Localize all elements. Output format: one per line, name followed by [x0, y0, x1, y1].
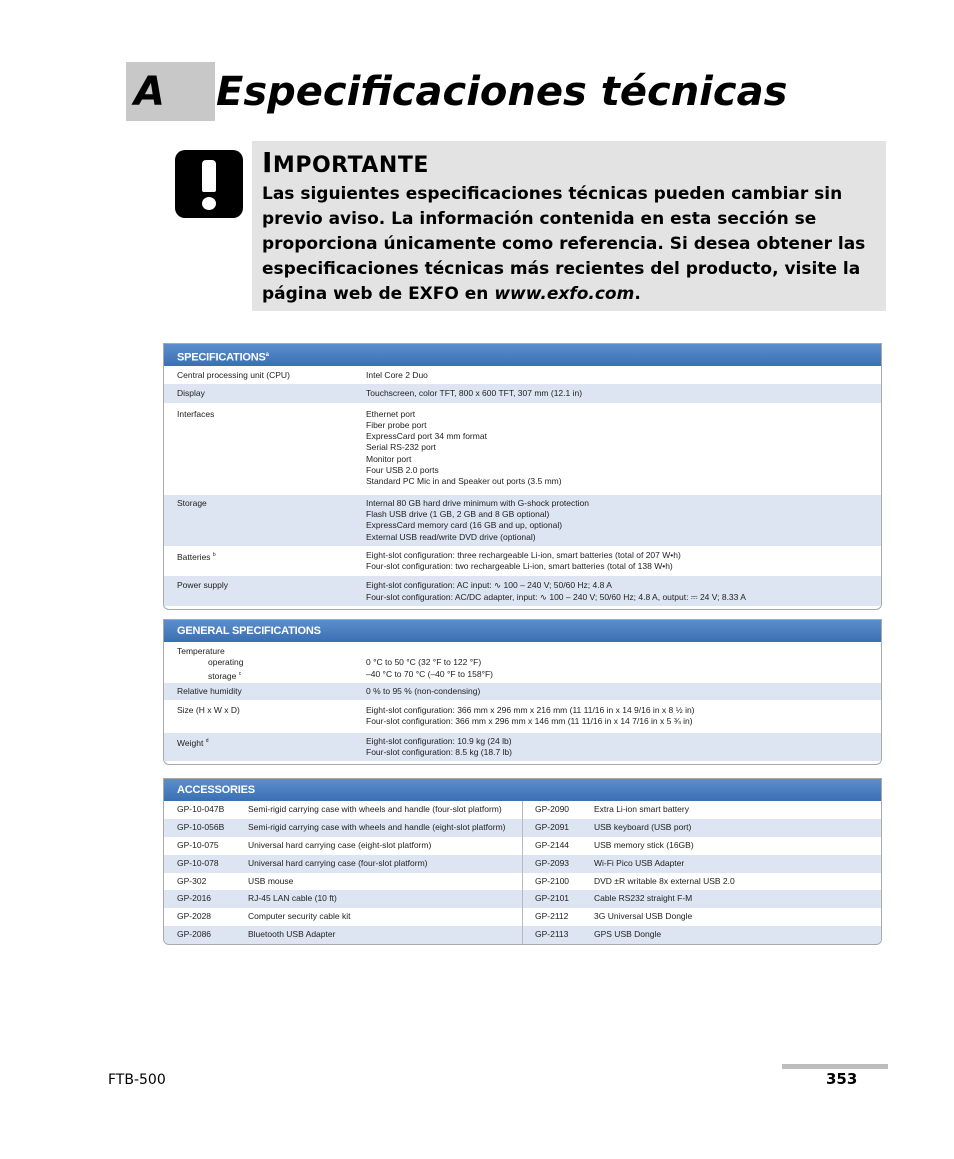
general-specifications-table: [163, 619, 882, 765]
row-label: [164, 388, 366, 399]
accessory-row: [164, 819, 522, 837]
accessory-description: USB keyboard (USB port): [594, 821, 692, 832]
accessory-description: Universal hard carrying case (four-slot platform): [248, 857, 428, 868]
important-notice: [252, 141, 886, 311]
storage-temperature-value: –40 °C to 70 °C (–40 °F to 158°F): [366, 668, 493, 679]
row-label-text: Storage: [177, 497, 207, 508]
row-values: [366, 550, 881, 573]
storage-label-text: storage: [208, 670, 237, 681]
row-value: Standard PC Mic in and Speaker out ports (3.5 mm): [366, 476, 562, 487]
operating-label: operating: [208, 657, 244, 668]
table-row: [164, 495, 881, 546]
accessory-row: [164, 801, 522, 819]
accessory-row: [164, 908, 522, 926]
accessory-row: [523, 855, 881, 873]
row-value: Eight-slot configuration: 10.9 kg (24 lb): [366, 735, 512, 746]
row-value: Flash USB drive (1 GB, 2 GB and 8 GB optional): [366, 508, 550, 519]
row-value: Four-slot configuration: 366 mm x 296 mm x 146 mm (11 11/16 in x 14 7/16 in x 5 ¾ in): [366, 716, 693, 727]
accessory-code: GP-10-047B: [177, 804, 225, 814]
accessory-code: GP-10-056B: [177, 821, 225, 832]
important-title-initial: I: [262, 146, 273, 179]
row-label: [164, 736, 366, 759]
row-values: [366, 705, 881, 728]
row-value: Monitor port: [366, 453, 412, 464]
accessory-code: GP-10-075: [177, 839, 219, 850]
row-label-text: Weight: [177, 737, 204, 748]
specifications-header-label: SPECIFICATIONS: [177, 351, 266, 364]
row-label: [164, 498, 366, 543]
footnote-marker: a: [265, 352, 269, 358]
row-value: Fiber probe port: [366, 419, 427, 430]
exclamation-dot: [202, 197, 216, 210]
important-title: [262, 146, 429, 179]
operating-temperature-value: 0 °C to 50 °C (32 °F to 122 °F): [366, 657, 482, 668]
row-value: ExpressCard memory card (16 GB and up, optional): [366, 520, 563, 531]
accessory-code: GP-2113: [535, 929, 569, 940]
accessory-description: Extra Li-ion smart battery: [594, 804, 689, 814]
row-value: Intel Core 2 Duo: [366, 370, 428, 380]
row-label-text: Relative humidity: [177, 685, 242, 696]
table-row: [164, 700, 881, 733]
accessories-table: [163, 778, 882, 945]
row-label: [164, 686, 366, 697]
accessories-right-column: [522, 801, 881, 944]
accessory-code: GP-2112: [535, 911, 569, 922]
row-values: [366, 409, 881, 488]
row-value: ExpressCard port 34 mm format: [366, 431, 487, 442]
accessory-row: [164, 890, 522, 908]
row-label-text: Display: [177, 388, 205, 399]
row-value: 0 % to 95 % (non-condensing): [366, 685, 481, 696]
row-values: [366, 686, 881, 697]
row-value: Four USB 2.0 ports: [366, 465, 439, 476]
accessory-row: [523, 819, 881, 837]
accessory-row: [523, 926, 881, 944]
accessory-code: GP-2090: [535, 804, 570, 814]
accessory-code: GP-10-078: [177, 857, 219, 868]
row-label-text: Batteries: [177, 551, 211, 562]
row-value: External USB read/write DVD drive (optional): [366, 531, 536, 542]
accessories-header: ACCESSORIES: [164, 779, 881, 801]
accessory-description: GPS USB Dongle: [594, 929, 662, 940]
accessory-row: [164, 855, 522, 873]
accessory-row: [523, 801, 881, 819]
temperature-labels: [164, 646, 366, 682]
accessory-row: [523, 908, 881, 926]
temperature-values: [366, 646, 881, 682]
row-value: Eight-slot configuration: three rechargeable Li-ion, smart batteries (total of 207 W•h): [366, 549, 681, 560]
important-text-end: .: [634, 284, 641, 304]
temperature-row: [164, 642, 881, 683]
table-row: [164, 683, 881, 700]
footnote-marker: d: [205, 737, 209, 744]
important-text: [262, 182, 877, 307]
accessory-description: RJ-45 LAN cable (10 ft): [248, 893, 337, 904]
exclamation-icon: [175, 150, 243, 218]
accessory-description: DVD ±R writable 8x external USB 2.0: [594, 875, 735, 886]
table-row: [164, 403, 881, 495]
footnote-marker: b: [212, 551, 216, 558]
accessory-row: [523, 873, 881, 891]
row-values: [366, 580, 881, 603]
storage-label: [177, 669, 366, 682]
accessory-code: GP-302: [177, 875, 207, 886]
row-value: Four-slot configuration: 8.5 kg (18.7 lb): [366, 746, 512, 757]
exfo-website-link[interactable]: www.exfo.com: [494, 284, 635, 304]
temperature-label: Temperature: [177, 646, 225, 656]
row-value: Ethernet port: [366, 408, 416, 419]
chapter-title: Especificaciones técnicas: [216, 69, 788, 115]
row-label: [164, 550, 366, 573]
accessory-code: GP-2144: [535, 839, 570, 850]
row-label-text: Interfaces: [177, 408, 215, 419]
accessory-row: [164, 837, 522, 855]
exclamation-bar: [202, 160, 216, 192]
row-value: Touchscreen, color TFT, 800 x 600 TFT, 307 mm (12.1 in): [366, 388, 583, 399]
footer-product: FTB-500: [108, 1072, 166, 1088]
accessory-description: USB memory stick (16GB): [594, 839, 694, 850]
accessory-code: GP-2016: [177, 893, 212, 904]
accessory-description: USB mouse: [248, 875, 294, 886]
accessory-row: [164, 926, 522, 944]
chapter-letter: A: [134, 69, 165, 115]
row-label: [164, 409, 366, 488]
row-value: Four-slot configuration: AC/DC adapter, input: ∿ 100 – 240 V; 50/60 Hz; 4.8 A, output: ⎓ 24 V; 8.33 A: [366, 591, 746, 602]
row-value: Serial RS-232 port: [366, 442, 436, 453]
accessory-row: [164, 873, 522, 891]
table-row: [164, 546, 881, 577]
footer-rule: [782, 1064, 888, 1069]
important-title-rest: MPORTANTE: [272, 153, 429, 178]
accessories-left-column: [164, 801, 522, 944]
table-row: [164, 384, 881, 402]
accessory-description: Cable RS232 straight F-M: [594, 893, 693, 904]
accessory-description: Universal hard carrying case (eight-slot platform): [248, 839, 432, 850]
accessory-description: Wi-Fi Pico USB Adapter: [594, 857, 685, 868]
row-label: [164, 580, 366, 603]
row-label-text: Size (H x W x D): [177, 705, 240, 716]
specifications-table: [163, 343, 882, 610]
accessory-description: 3G Universal USB Dongle: [594, 911, 693, 922]
table-row: [164, 733, 881, 762]
accessory-code: GP-2091: [535, 821, 570, 832]
row-label-text: Power supply: [177, 580, 229, 591]
accessory-code: GP-2086: [177, 929, 212, 940]
row-values: [366, 736, 881, 759]
accessory-code: GP-2100: [535, 875, 570, 886]
accessory-code: GP-2028: [177, 911, 212, 922]
accessory-description: Semi-rigid carrying case with wheels and handle (eight-slot platform): [248, 821, 506, 832]
row-label: [164, 705, 366, 728]
accessory-description: Bluetooth USB Adapter: [248, 929, 336, 940]
accessory-code: GP-2101: [535, 893, 570, 904]
row-label-text: Central processing unit (CPU): [177, 370, 290, 380]
accessory-description: Computer security cable kit: [248, 911, 351, 922]
row-label: [164, 370, 366, 381]
important-body: Las siguientes especificaciones técnicas pueden cambiar sin previo aviso. La información contenida en esta sección se proporciona únicamente como referencia. Si desea obtener las especificaciones técnicas más recientes del producto, visite la página web de EXFO en: [262, 184, 866, 304]
row-value: Internal 80 GB hard drive minimum with G-shock protection: [366, 497, 589, 508]
page-number: 353: [826, 1070, 858, 1088]
table-row: [164, 576, 881, 606]
specifications-header: [164, 344, 881, 366]
row-values: [366, 498, 881, 543]
accessory-row: [523, 837, 881, 855]
row-value: Four-slot configuration: two rechargeable Li-ion, smart batteries (total of 138 W•h): [366, 561, 673, 572]
accessory-description: Semi-rigid carrying case with wheels and handle (four-slot platform): [248, 804, 502, 814]
table-row: [164, 366, 881, 384]
footnote-marker: c: [238, 670, 242, 677]
row-value: Eight-slot configuration: 366 mm x 296 mm x 216 mm (11 11/16 in x 14 9/16 in x 8 ½ in): [366, 705, 695, 716]
row-values: [366, 388, 881, 399]
general-specifications-header: GENERAL SPECIFICATIONS: [164, 620, 881, 642]
row-value: Eight-slot configuration: AC input: ∿ 100 – 240 V; 50/60 Hz; 4.8 A: [366, 580, 612, 591]
accessory-code: GP-2093: [535, 857, 570, 868]
row-values: [366, 370, 881, 381]
accessory-row: [523, 890, 881, 908]
